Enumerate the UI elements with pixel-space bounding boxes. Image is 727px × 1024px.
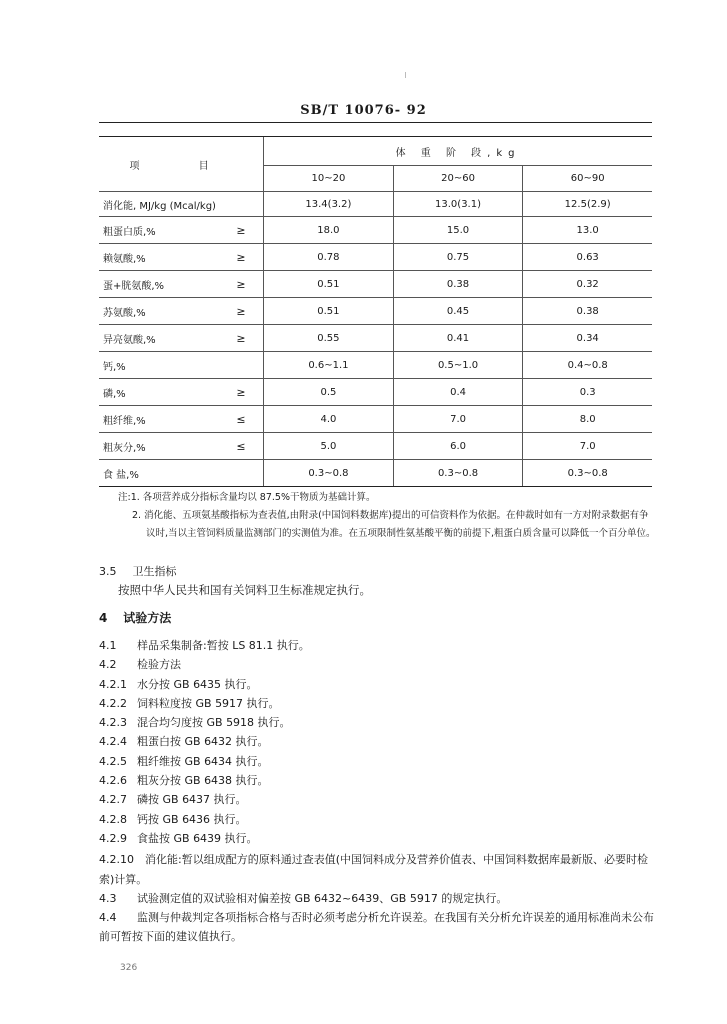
- list-item: [99, 675, 659, 694]
- item-number: 4.2: [99, 658, 117, 672]
- list-item: [99, 889, 659, 908]
- cell-value: 0.6~1.1: [264, 352, 394, 379]
- item-text: 粗蛋白按 GB 6432 执行。: [137, 735, 269, 749]
- row-label: 消化能, MJ/kg (Mcal/kg): [99, 192, 264, 217]
- cell-value: 0.51: [264, 271, 394, 298]
- page-number: 326: [120, 963, 138, 973]
- item-text: 消化能:暂以组成配方的原料通过查表值(中国饲料成分及营养价值表、中国饲料数据库最新版、必要时检索)计算。: [99, 853, 648, 886]
- section-3-5-heading: [99, 563, 177, 579]
- list-item: [99, 713, 659, 732]
- cell-value: 7.0: [523, 433, 652, 460]
- cell-value: 5.0: [264, 433, 394, 460]
- cell-value: 0.3: [523, 379, 652, 406]
- row-label: 蛋+胱氨酸,%: [99, 271, 236, 298]
- scan-mark: [405, 72, 406, 78]
- cell-value: 0.51: [264, 298, 394, 325]
- operator: [236, 460, 263, 487]
- operator: ≥: [236, 271, 263, 298]
- item-number: 4.1: [99, 639, 117, 652]
- operator: ≥: [236, 244, 263, 271]
- row-label: 苏氨酸,%: [99, 298, 236, 325]
- section-title: 卫生指标: [132, 565, 177, 578]
- item-text: 磷按 GB 6437 执行。: [137, 793, 247, 807]
- cell-value: 12.5(2.9): [523, 192, 652, 217]
- range-header: 10~20: [264, 166, 394, 192]
- item-text: 食盐按 GB 6439 执行。: [137, 831, 258, 845]
- operator: ≥: [236, 379, 263, 406]
- cell-value: 6.0: [393, 433, 523, 460]
- note-1: 注:1. 各项营养成分指标含量均以 87.5%干物质为基础计算。: [118, 492, 376, 503]
- row-label: 粗灰分,%: [99, 433, 236, 460]
- cell-value: 0.34: [523, 325, 652, 352]
- row-label: 赖氨酸,%: [99, 244, 236, 271]
- item-header: 项 目: [99, 137, 264, 192]
- cell-value: 0.5: [264, 379, 394, 406]
- list-item: [99, 850, 659, 889]
- operator: ≥: [236, 298, 263, 325]
- cell-value: 0.55: [264, 325, 394, 352]
- header-rule: [99, 122, 652, 123]
- item-number: 4.2.5: [99, 754, 127, 768]
- cell-value: 15.0: [393, 217, 523, 244]
- section-title: 试验方法: [123, 611, 172, 625]
- item-number: 4.2.2: [99, 696, 127, 710]
- row-label: 粗蛋白质,%: [99, 217, 236, 244]
- cell-value: 0.38: [523, 298, 652, 325]
- cell-value: 0.4~0.8: [523, 352, 652, 379]
- item-text: 饲料粒度按 GB 5917 执行。: [137, 696, 280, 710]
- item-number: 4.2.8: [99, 812, 127, 826]
- item-number: 4.2.6: [99, 774, 127, 788]
- section-4-heading: [99, 609, 171, 626]
- range-header: 20~60: [393, 166, 523, 192]
- list-item: [99, 810, 659, 829]
- item-number: 4.3: [99, 891, 117, 905]
- cell-value: 0.78: [264, 244, 394, 271]
- item-text: 粗纤维按 GB 6434 执行。: [137, 754, 269, 768]
- item-text: 监测与仲裁判定各项指标合格与否时必须考虑分析允许误差。在我国有关分析允许误差的通用标准尚未公布前可暂按下面的建议值执行。: [99, 911, 654, 944]
- item-text: 试验测定值的双试验相对偏差按 GB 6432~6439、GB 5917 的规定执行。: [137, 891, 508, 905]
- cell-value: 0.63: [523, 244, 652, 271]
- cell-value: 18.0: [264, 217, 394, 244]
- cell-value: 0.4: [393, 379, 523, 406]
- item-number: 4.2.9: [99, 831, 127, 845]
- cell-value: 0.5~1.0: [393, 352, 523, 379]
- item-text: 水分按 GB 6435 执行。: [137, 677, 258, 691]
- cell-value: 13.0(3.1): [393, 192, 523, 217]
- item-number: 4.2.1: [99, 677, 127, 691]
- list-item: [99, 829, 659, 848]
- cell-value: 0.3~0.8: [393, 460, 523, 487]
- section-number: 4: [99, 611, 108, 625]
- cell-value: 0.32: [523, 271, 652, 298]
- item-text: 检验方法: [137, 658, 181, 672]
- operator: ≥: [236, 217, 263, 244]
- section-3-5-text: 按照中华人民共和国有关饲料卫生标准规定执行。: [118, 583, 371, 597]
- operator: ≤: [236, 433, 263, 460]
- cell-value: 4.0: [264, 406, 394, 433]
- cell-value: 13.4(3.2): [264, 192, 394, 217]
- test-methods-list: [99, 636, 659, 947]
- item-number: 4.4: [99, 911, 117, 925]
- item-text: 钙按 GB 6436 执行。: [137, 812, 247, 826]
- list-item: [99, 790, 659, 809]
- list-item: [99, 732, 659, 751]
- list-item: [99, 752, 659, 771]
- list-item: [99, 908, 659, 947]
- operator: ≥: [236, 325, 263, 352]
- item-text: 混合均匀度按 GB 5918 执行。: [137, 716, 291, 730]
- cell-value: 0.75: [393, 244, 523, 271]
- table-notes: [118, 489, 658, 543]
- range-header: 60~90: [523, 166, 652, 192]
- operator: ≤: [236, 406, 263, 433]
- cell-value: 0.3~0.8: [264, 460, 394, 487]
- cell-value: 8.0: [523, 406, 652, 433]
- item-number: 4.2.3: [99, 716, 127, 730]
- list-item: [99, 694, 659, 713]
- row-label: 磷,%: [99, 379, 236, 406]
- section-number: 3.5: [99, 565, 117, 578]
- item-text: 粗灰分按 GB 6438 执行。: [137, 774, 269, 788]
- cell-value: 0.45: [393, 298, 523, 325]
- item-number: 4.2.7: [99, 793, 127, 807]
- cell-value: 13.0: [523, 217, 652, 244]
- row-label: 异亮氨酸,%: [99, 325, 236, 352]
- note-2: 2. 消化能、五项氨基酸指标为查表值,由附录(中国饲料数据库)提出的可信资料作为依据。在仲裁时如有一方对附录数据有争议时,当以主管饲料质量监测部门的实测值为准。在五项限制性氨基酸平衡的前提下,粗蛋白质含量可以降低一个百分单位。: [132, 510, 656, 539]
- weight-stage-header: 体 重 阶 段,kg: [264, 137, 652, 166]
- item-number: 4.2.10: [99, 853, 134, 867]
- cell-value: 7.0: [393, 406, 523, 433]
- list-item: [99, 655, 659, 674]
- cell-value: 0.38: [393, 271, 523, 298]
- row-label: 食 盐,%: [99, 460, 236, 487]
- row-label: 钙,%: [99, 352, 236, 379]
- standard-code: SB/T 10076- 92: [300, 103, 427, 118]
- cell-value: 0.3~0.8: [523, 460, 652, 487]
- list-item: [99, 636, 659, 655]
- nutrient-spec-table: [99, 136, 652, 487]
- operator: [236, 352, 263, 379]
- list-item: [99, 771, 659, 790]
- cell-value: 0.41: [393, 325, 523, 352]
- row-label: 粗纤维,%: [99, 406, 236, 433]
- item-number: 4.2.4: [99, 735, 127, 749]
- item-text: 样品采集制备:暂按 LS 81.1 执行。: [137, 639, 310, 652]
